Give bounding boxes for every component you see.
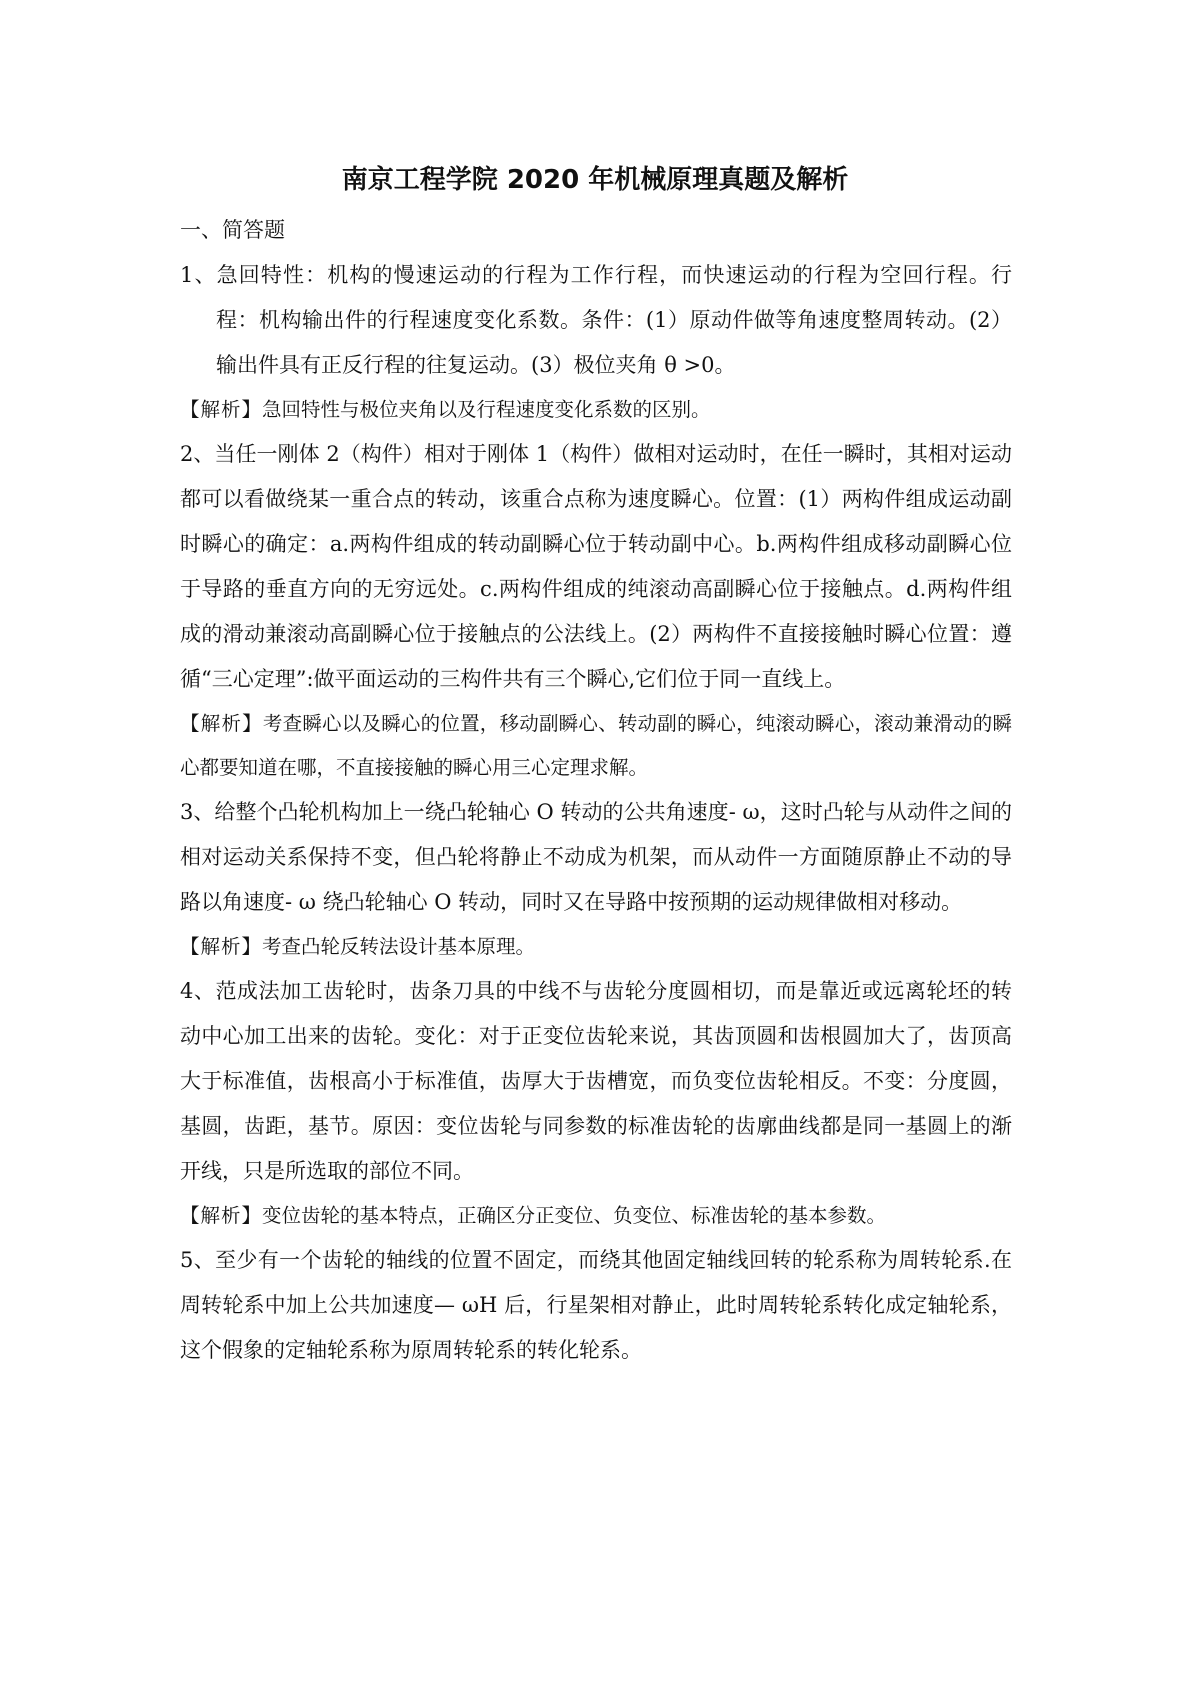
analysis-text: 变位齿轮的基本特点，正确区分正变位、负变位、标准齿轮的基本参数。	[262, 1204, 887, 1227]
answer-4: 4、范成法加工齿轮时，齿条刀具的中线不与齿轮分度圆相切，而是靠近或远离轮坯的转动中心加工出来的齿轮。变化：对于正变位齿轮来说，其齿顶圆和齿根圆加大了，齿顶高大于标准值，齿根高小于标准值，齿厚大于齿槽宽，而负变位齿轮相反。不变：分度圆，基圆，齿距，基节。原因：变位齿轮与同参数的标准齿轮的齿廓曲线都是同一基圆上的渐开线，只是所选取的部位不同。	[180, 979, 1012, 1183]
analysis-4	[180, 1194, 1012, 1238]
analysis-text: 考查瞬心以及瞬心的位置，移动副瞬心、转动副的瞬心，纯滚动瞬心，滚动兼滑动的瞬心都要知道在哪，不直接接触的瞬心用三心定理求解。	[180, 712, 1012, 779]
analysis-2	[180, 702, 1012, 790]
analysis-1	[180, 388, 1012, 432]
answer-3: 3、给整个凸轮机构加上一绕凸轮轴心 O 转动的公共角速度- ω，这时凸轮与从动件之间的相对运动关系保持不变，但凸轮将静止不动成为机架，而从动件一方面随原静止不动的导路以角速度- ω 绕凸轮轴心 O 转动，同时又在导路中按预期的运动规律做相对移动。	[180, 800, 1012, 914]
answer-2: 2、当任一刚体 2（构件）相对于刚体 1（构件）做相对运动时，在任一瞬时，其相对运动都可以看做绕某一重合点的转动，该重合点称为速度瞬心。位置：(1）两构件组成运动副时瞬心的确定：a.两构件组成的转动副瞬心位于转动副中心。b.两构件组成移动副瞬心位于导路的垂直方向的无穷远处。c.两构件组成的纯滚动高副瞬心位于接触点。d.两构件组成的滑动兼滚动高副瞬心位于接触点的公法线上。(2）两构件不直接接触时瞬心位置：遵循“三心定理”:做平面运动的三构件共有三个瞬心,它们位于同一直线上。	[180, 442, 1012, 691]
analysis-3	[180, 925, 1012, 969]
answer-1: 1、急回特性：机构的慢速运动的行程为工作行程，而快速运动的行程为空回行程。行程：机构输出件的行程速度变化系数。条件：(1）原动件做等角速度整周转动。(2）输出件具有正反行程的往复运动。(3）极位夹角 θ >0。	[180, 263, 1012, 377]
analysis-text: 考查凸轮反转法设计基本原理。	[262, 935, 536, 958]
analysis-tag: 【解析】	[180, 398, 263, 421]
analysis-tag: 【解析】	[180, 935, 263, 958]
analysis-tag: 【解析】	[180, 1204, 263, 1227]
analysis-text: 急回特性与极位夹角以及行程速度变化系数的区别。	[262, 398, 711, 421]
document-title: 南京工程学院 2020 年机械原理真题及解析	[341, 165, 849, 195]
section-heading: 一、简答题	[180, 218, 285, 242]
answer-5: 5、至少有一个齿轮的轴线的位置不固定，而绕其他固定轴线回转的轮系称为周转轮系.在周转轮系中加上公共加速度— ωH 后，行星架相对静止，此时周转轮系转化成定轴轮系，这个假象的定轴轮系称为原周转轮系的转化轮系。	[180, 1248, 1012, 1362]
document-body	[180, 214, 1012, 1373]
analysis-tag: 【解析】	[180, 712, 263, 735]
